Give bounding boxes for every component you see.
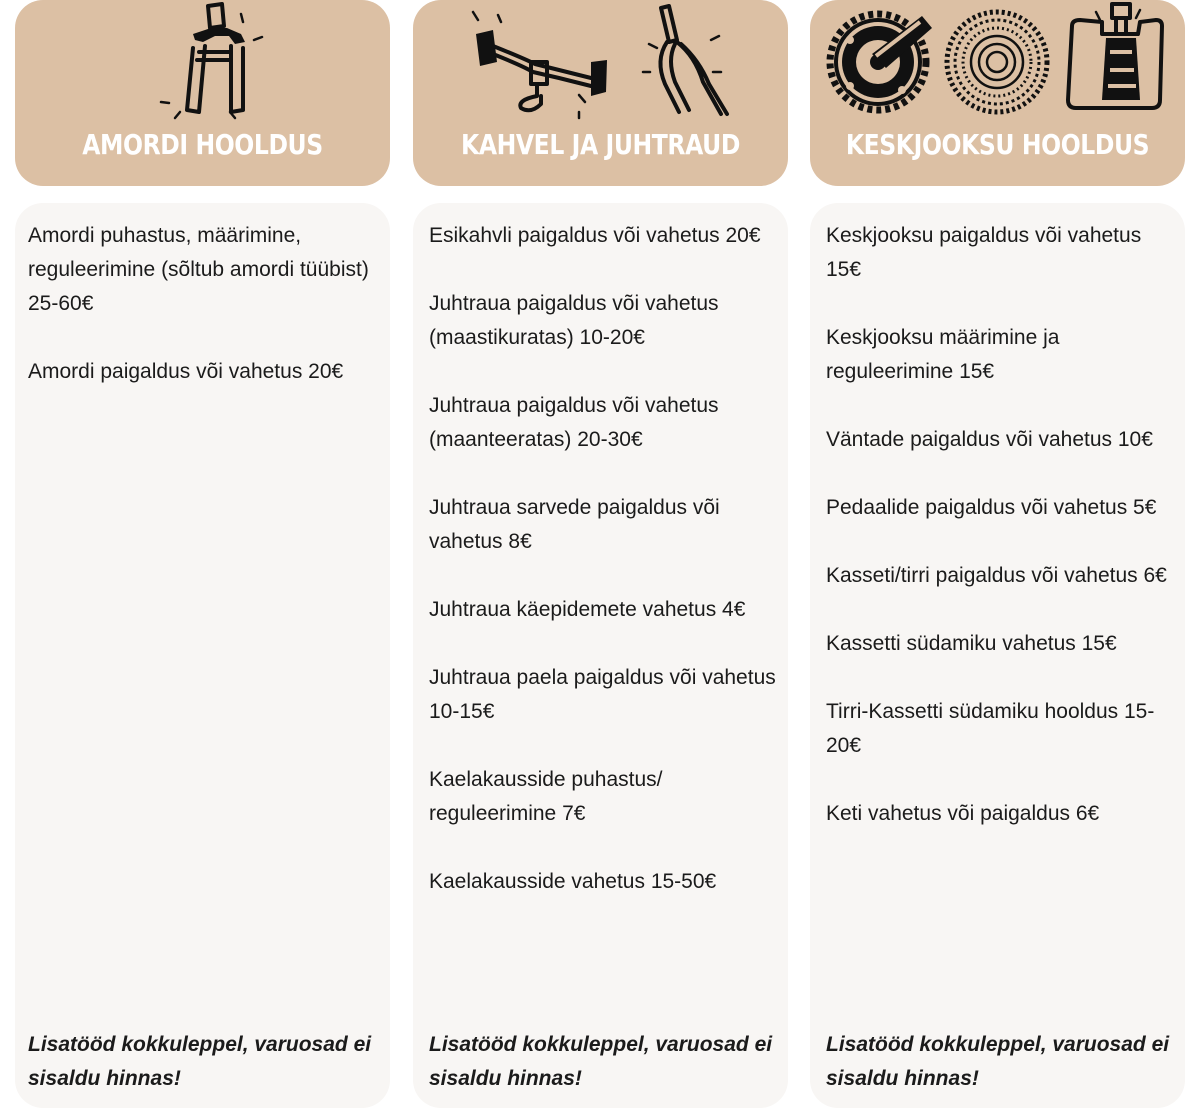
chainring-icon [830,14,932,110]
crankset-cassette-pedal-icon [810,0,1185,125]
column-title: KESKJOOKSU HOOLDUS [845,128,1150,161]
service-list [28,219,386,423]
service-list [429,219,784,933]
service-item: Juhtraua paigaldus või vahetus (maanteeratas) 20-30€ [429,394,719,451]
service-item: Juhtraua paigaldus või vahetus (maastikuratas) 10-20€ [429,292,719,349]
service-panel [15,203,390,1108]
service-item: Esikahvli paigaldus või vahetus 20€ [429,224,761,247]
service-item: Juhtraua sarvede paigaldus või vahetus 8€ [429,496,720,553]
service-item: Amordi paigaldus või vahetus 20€ [28,360,344,383]
service-list [826,219,1181,865]
service-item: Kaelakausside puhastus/ reguleerimine 7€ [429,768,663,825]
service-item: Kassetti südamiku vahetus 15€ [826,632,1117,655]
service-item: Keskjooksu paigaldus või vahetus 15€ [826,224,1142,281]
service-item: Kasseti/tirri paigaldus või vahetus 6€ [826,564,1167,587]
footnote: Lisatööd kokkuleppel, varuosad ei sisaldu hinnas! [28,1033,372,1090]
column-header [15,0,390,186]
service-item: Keti vahetus või paigaldus 6€ [826,802,1100,825]
service-item: Keskjooksu määrimine ja reguleerimine 15€ [826,326,1060,383]
service-item: Kaelakausside vahetus 15-50€ [429,870,717,893]
service-item: Tirri-Kassetti südamiku hooldus 15-20€ [826,700,1155,757]
service-item: Juhtraua käepidemete vahetus 4€ [429,598,746,621]
pedal-icon [1068,4,1162,108]
suspension-fork-icon [15,0,390,125]
column-title: KAHVEL JA JUHTRAUD [461,128,740,161]
service-item: Väntade paigaldus või vahetus 10€ [826,428,1153,451]
footnote: Lisatööd kokkuleppel, varuosad ei sisaldu hinnas! [429,1033,773,1090]
handlebar-and-fork-icon [413,0,788,125]
column-header [413,0,788,186]
cassette-icon [947,12,1047,112]
column-header [810,0,1185,186]
footnote: Lisatööd kokkuleppel, varuosad ei sisaldu hinnas! [826,1033,1170,1090]
column-title: AMORDI HOOLDUS [82,128,323,161]
service-item: Amordi puhastus, määrimine, reguleerimine (sõltub amordi tüübist) 25-60€ [28,224,369,315]
service-panel [810,203,1185,1108]
service-item: Juhtraua paela paigaldus või vahetus 10-15€ [429,666,776,723]
service-panel [413,203,788,1108]
service-item: Pedaalide paigaldus või vahetus 5€ [826,496,1157,519]
